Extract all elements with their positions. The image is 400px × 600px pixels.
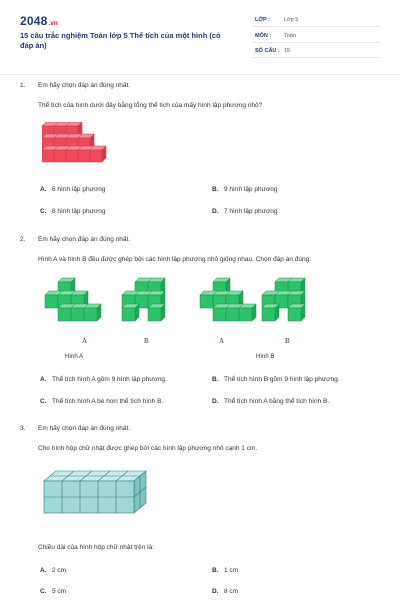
option-text: 7 hình lập phương <box>224 208 278 215</box>
meta-subject <box>253 30 381 43</box>
logo-text: 2048 <box>20 14 48 28</box>
figure-letter: A <box>82 337 88 345</box>
option-text: Thể tích hình A bằng thể tích hình B. <box>224 398 330 405</box>
option-letter: D. <box>212 588 219 595</box>
meta-value: Toán <box>284 33 296 39</box>
option-text: Thể tích hình A bé hơn thể tích hình B. <box>52 398 164 405</box>
meta-value: 15 <box>284 48 291 54</box>
option-text: 1 cm <box>224 567 239 574</box>
meta-value: Lớp 5 <box>284 17 299 23</box>
option-letter: A. <box>40 567 47 574</box>
option-text: Thể tích hình B gồm 9 hình lập phương. <box>224 376 340 383</box>
option-d[interactable] <box>212 398 329 405</box>
option-letter: B. <box>212 376 219 383</box>
question-number: 1. <box>20 82 26 89</box>
option-letter: C. <box>40 208 47 215</box>
question-prompt: Em hãy chọn đáp án đúng nhất. <box>38 236 131 243</box>
header <box>0 0 400 75</box>
red-cube-figure <box>42 122 132 172</box>
option-text: 2 cm <box>52 567 67 574</box>
option-text: 9 hình lập phương <box>224 186 278 193</box>
option-letter: D. <box>212 398 219 405</box>
option-d[interactable] <box>212 208 277 215</box>
figure-letter: A <box>219 337 225 345</box>
meta-key: LỚP : <box>255 17 270 23</box>
question-3 <box>20 425 385 600</box>
option-b[interactable] <box>212 186 277 193</box>
question-2 <box>20 236 385 416</box>
option-letter: B. <box>212 186 219 193</box>
question-stem: Cho hình hộp chữ nhật được ghép bởi các hình lập phương nhỏ cạnh 1 cm. <box>38 445 258 452</box>
option-letter: A. <box>40 376 47 383</box>
question-prompt: Em hãy chọn đáp án đúng nhất. <box>38 82 131 89</box>
question-stem-2: Chiều dài của hình hộp chữ nhật trên là: <box>38 544 155 551</box>
meta-grade <box>253 14 381 27</box>
option-letter: B. <box>212 567 219 574</box>
figure-caption-b: Hình B <box>256 354 275 360</box>
option-c[interactable] <box>40 588 66 595</box>
option-a[interactable] <box>40 567 66 574</box>
meta-count <box>253 45 381 58</box>
green-cube-figures <box>40 274 370 334</box>
option-a[interactable] <box>40 186 105 193</box>
logo-suffix: .vn <box>48 21 58 27</box>
figure-caption-a: Hình A <box>65 354 84 360</box>
option-b[interactable] <box>212 376 340 383</box>
figure-letter: B <box>144 337 149 345</box>
option-text: 8 hình lập phương <box>52 208 106 215</box>
question-prompt: Em hãy chọn đáp án đúng nhất. <box>38 425 131 432</box>
option-text: 5 cm <box>52 588 67 595</box>
option-c[interactable] <box>40 398 163 405</box>
option-letter: C. <box>40 588 47 595</box>
option-text: 6 hình lập phương <box>52 186 106 193</box>
option-text: 8 cm <box>224 588 239 595</box>
question-stem: Hình A và hình B đều được ghép bởi các hình lập phương nhỏ giống nhau. Chọn đáp án đúng: <box>38 256 312 263</box>
option-c[interactable] <box>40 208 105 215</box>
question-number: 3. <box>20 425 26 432</box>
option-text: Thể tích hình A gồm 9 hình lập phương. <box>52 376 167 383</box>
option-letter: C. <box>40 398 47 405</box>
question-1 <box>20 82 385 227</box>
option-letter: D. <box>212 208 219 215</box>
figure-letter: B <box>285 337 290 345</box>
meta-key: MÔN : <box>255 33 272 39</box>
option-d[interactable] <box>212 588 238 595</box>
question-number: 2. <box>20 236 26 243</box>
meta-key: SỐ CÂU : <box>255 48 280 54</box>
option-a[interactable] <box>40 376 167 383</box>
option-letter: A. <box>40 186 47 193</box>
site-logo[interactable] <box>20 14 58 28</box>
page-title: 15 câu trắc nghiệm Toán lớp 5 Thể tích của một hình (có đáp án) <box>20 31 221 50</box>
question-stem: Thể tích của hình dưới đây bằng tổng thể tích của mấy hình lập phương nhỏ? <box>38 102 263 109</box>
option-b[interactable] <box>212 567 238 574</box>
blue-box-figure <box>42 469 152 519</box>
